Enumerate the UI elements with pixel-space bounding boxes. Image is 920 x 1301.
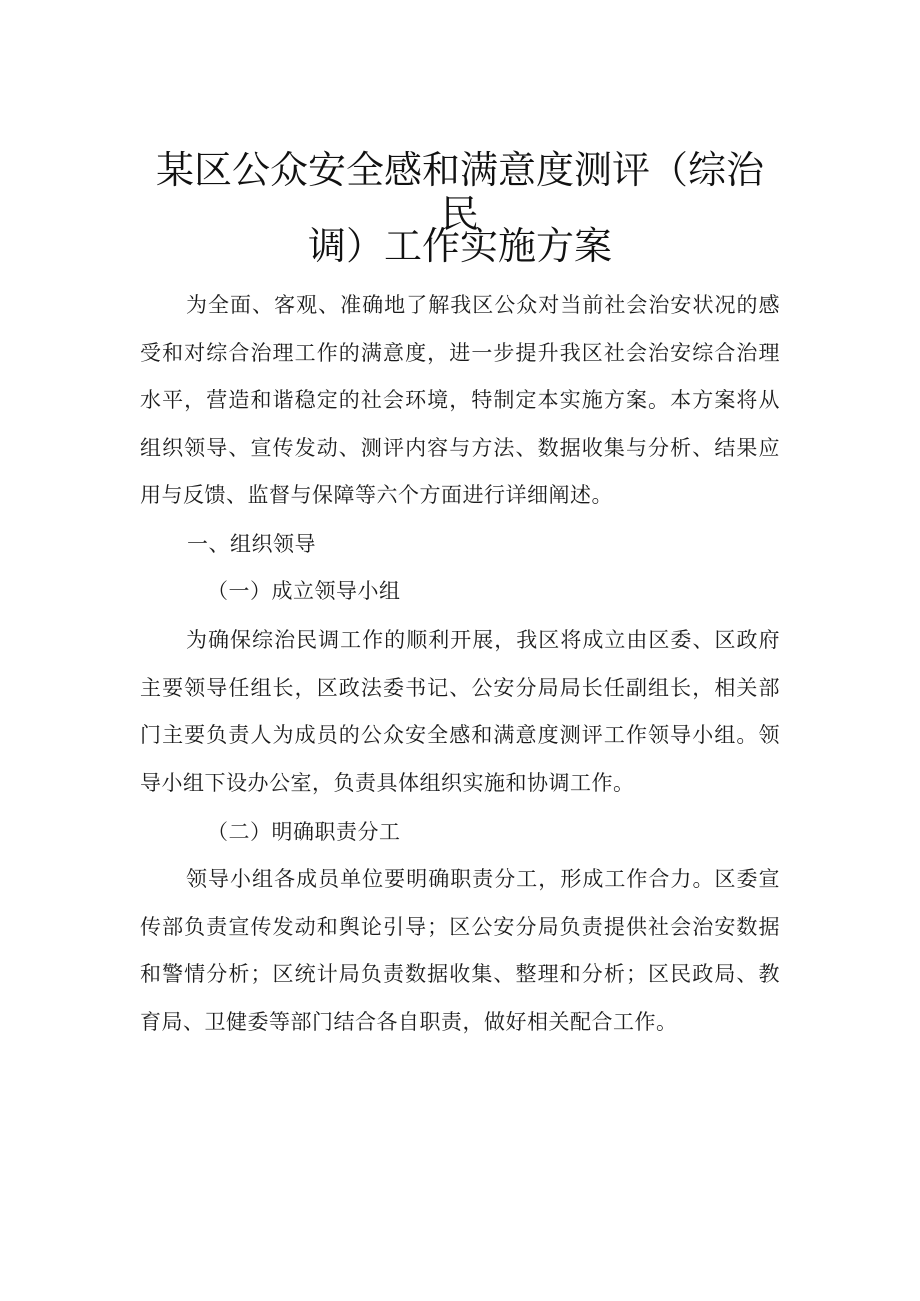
document-title-line-2: 调）工作实施方案 — [307, 224, 612, 268]
section-heading-organization: 一、组织领导 — [187, 532, 316, 556]
intro-paragraph: 为全面、客观、准确地了解我区公众对当前社会治安状况的感受和对综合治理工作的满意度，进一步提升我区社会治安综合治理水平，营造和谐稳定的社会环境，特制定本实施方案。本方案将从组织领导、宣传发动、测评内容与方法、数据收集与分析、结果应用与反馈、监督与保障等六个方面进行详细阐述。 — [140, 293, 780, 508]
subsection-heading-responsibilities: （二）明确职责分工 — [207, 820, 401, 844]
leading-group-paragraph: 为确保综治民调工作的顺利开展，我区将成立由区委、区政府主要领导任组长，区政法委书记、公安分局局长任副组长，相关部门主要负责人为成员的公众安全感和满意度测评工作领导小组。领导小组下设办公室，负责具体组织实施和协调工作。 — [140, 628, 780, 795]
responsibilities-paragraph: 领导小组各成员单位要明确职责分工，形成工作合力。区委宣传部负责宣传发动和舆论引导；区公安分局负责提供社会治安数据和警情分析；区统计局负责数据收集、整理和分析；区民政局、教育局、卫健委等部门结合各自职责，做好相关配合工作。 — [140, 867, 780, 1034]
subsection-heading-leading-group: （一）成立领导小组 — [207, 579, 401, 603]
document-title-line-1: 某区公众安全感和满意度测评（综治民 — [155, 148, 764, 236]
